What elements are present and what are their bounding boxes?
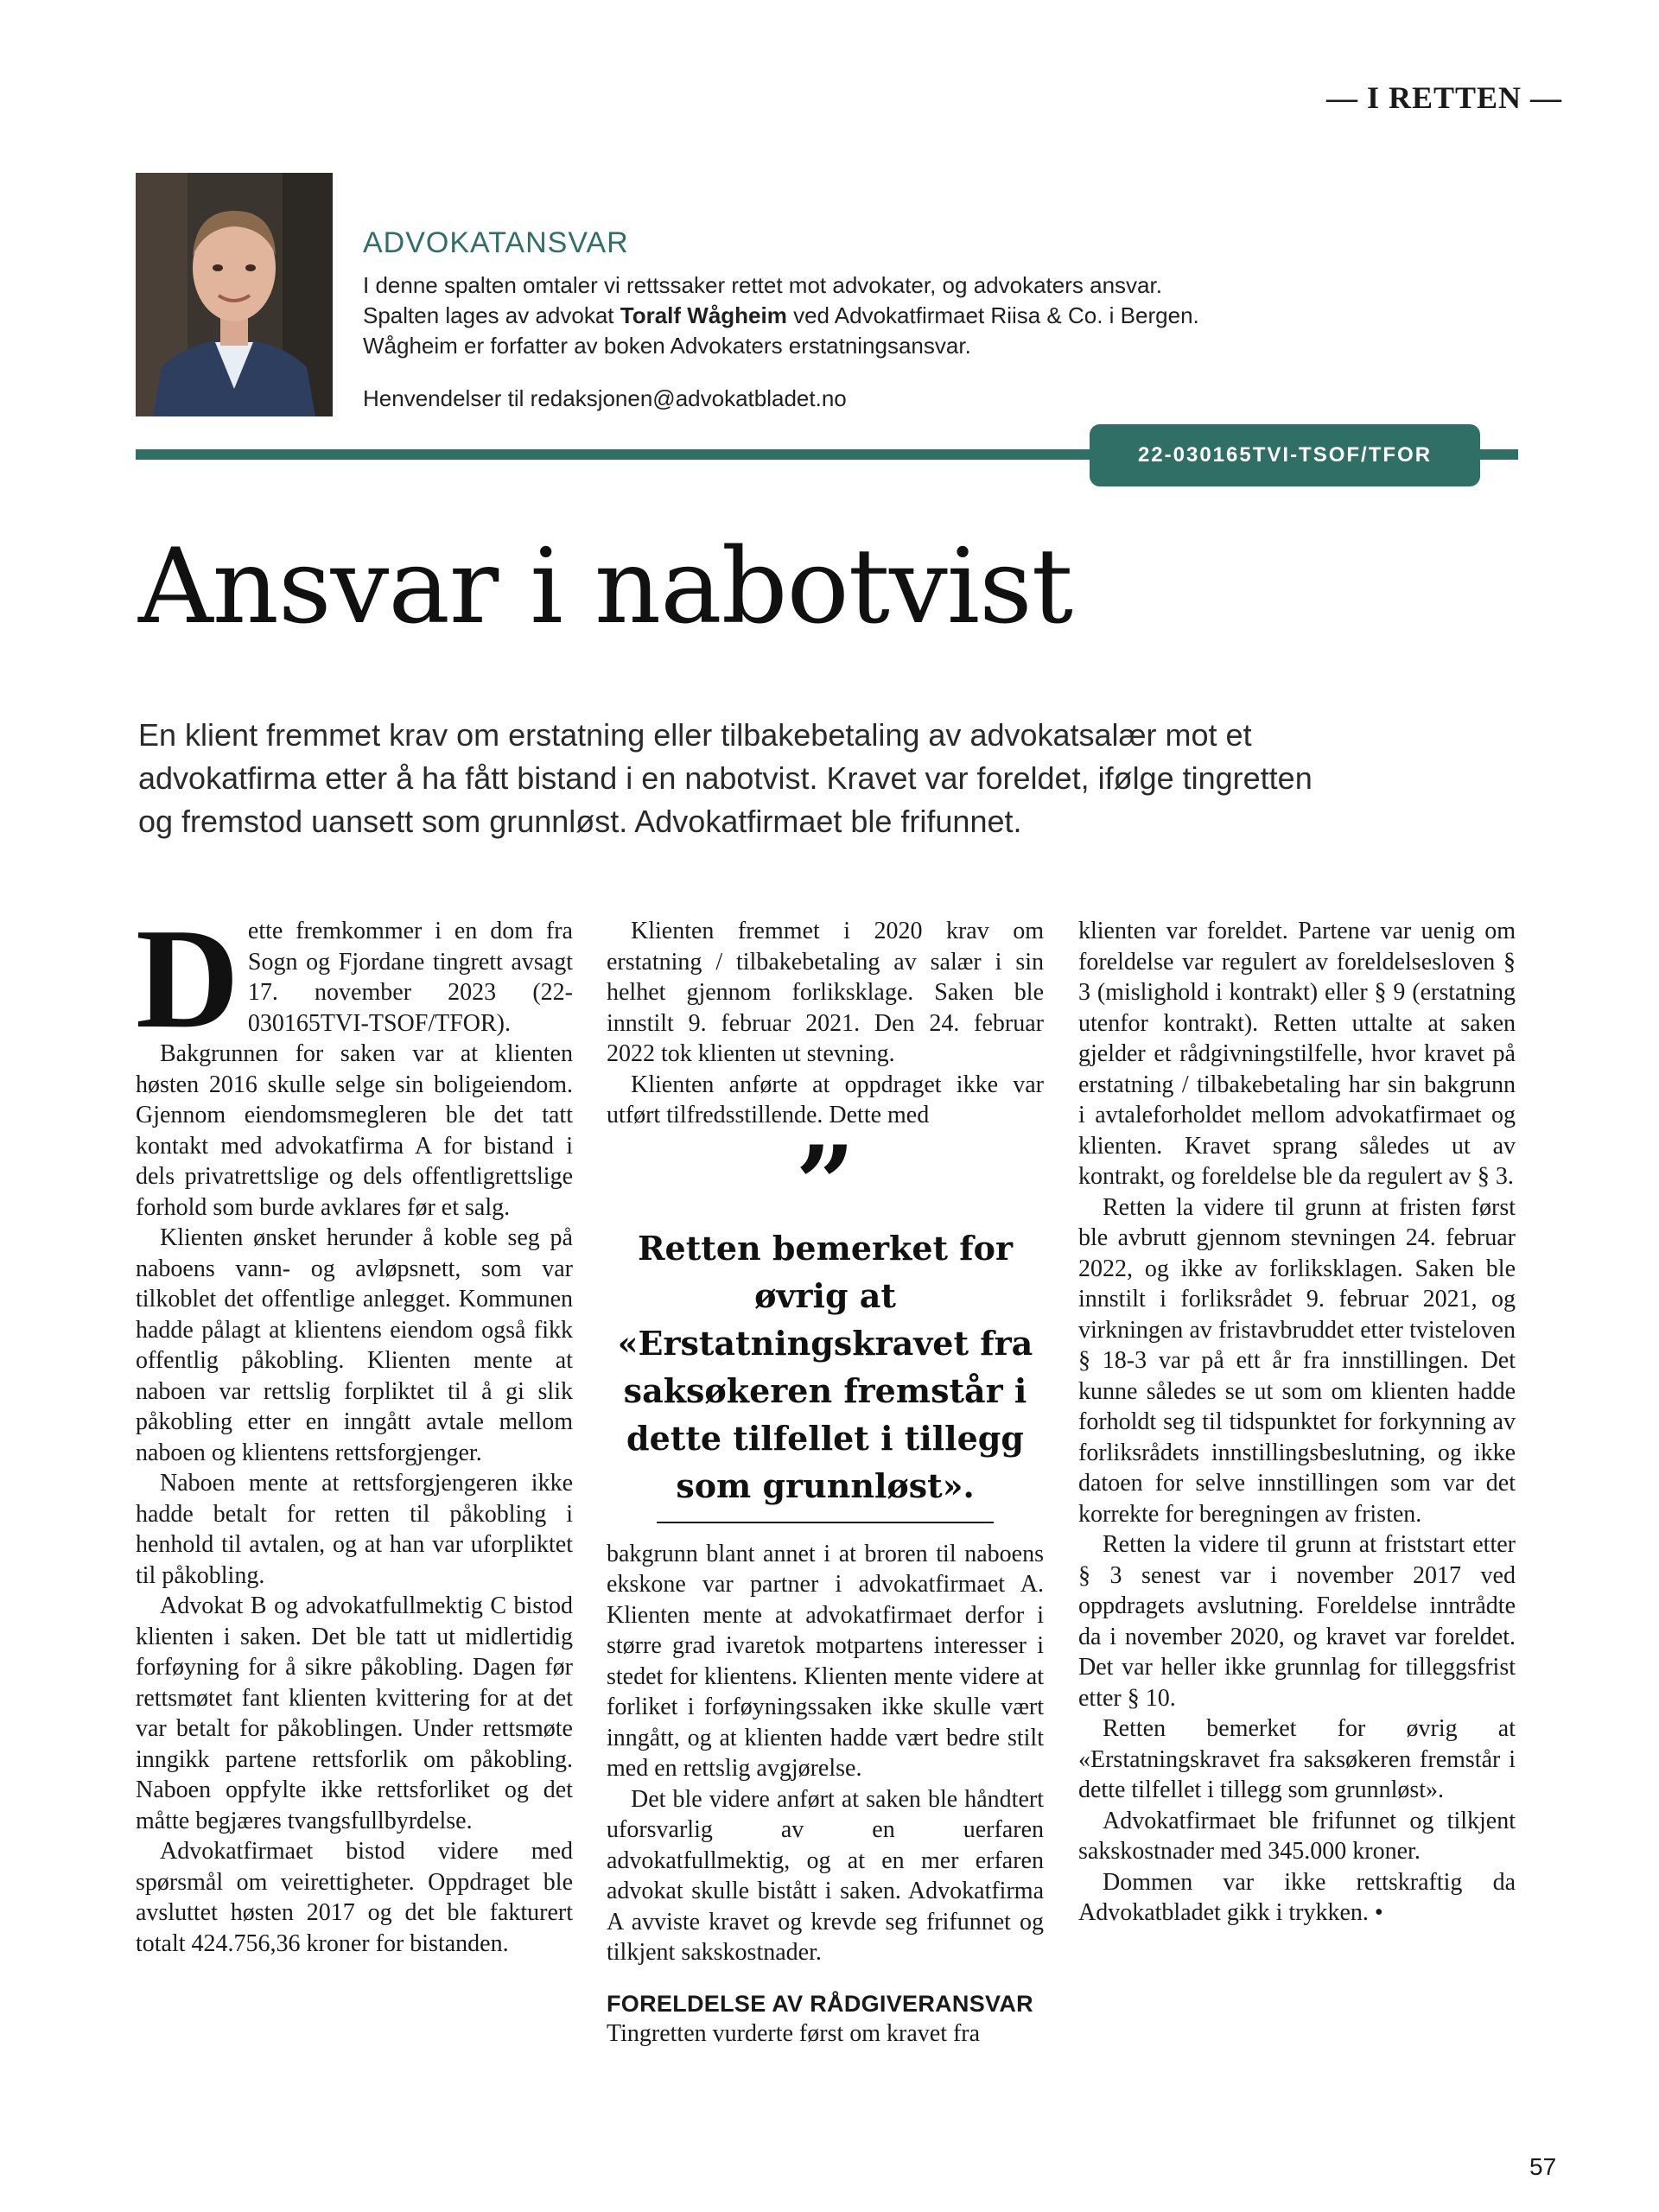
article-headline: Ansvar i nabotvist xyxy=(138,527,1072,647)
paragraph: klienten var foreldet. Partene var uenig om foreldelse var regulert av foreldelsesloven § 3 (mislighold i kontrakt) eller § 9 (erstatning utenfor kontrakt). Retten uttalte at saken gjelder et rådgivningstilfelle, hvor kravet på erstatning / tilbakebetaling har sin bakgrunn i avtaleforholdet mellom advokatfirmaet og klienten. Kravet sprang således ut av kontrakt, og foreldelse ble da regulert av § 3. xyxy=(1078,918,1516,1190)
paragraph-text: ette fremkommer i en dom fra Sogn og Fjordane tingrett avsagt 17. november 2023 (22-030165TVI-TSOF/TFOR). xyxy=(247,918,573,1037)
paragraph: Retten bemerket for øvrig at «Erstatningskravet fra saksøkeren fremstår i dette tilfellet i tillegg som grunnløst». xyxy=(1078,1715,1516,1803)
intro-line-3: Wågheim er forfatter av boken Advokaters erstatningsansvar. xyxy=(363,333,971,359)
body-column-1 xyxy=(136,899,573,1959)
intro-line-1: I denne spalten omtaler vi rettssaker rettet mot advokater, og advokaters ansvar. xyxy=(363,272,1162,298)
paragraph: Det ble videre anført at saken ble håndtert uforsvarlig av en uerfaren advokatfullmektig, og at en mer erfaren advokat skulle bistått i saken. Advokatfirma A avviste kravet og krevde seg frifunnet og tilkjent sakskostnader. xyxy=(607,1785,1044,1966)
paragraph: Dommen var ikke rettskraftig da Advokatbladet gikk i trykken. • xyxy=(1078,1868,1516,1926)
paragraph: Klienten fremmet i 2020 krav om erstatning / tilbakebetaling av salær i sin helhet gjennom forliksklage. Saken ble innstilt 9. februar 2021. Den 24. februar 2022 tok klienten ut stevning. xyxy=(607,918,1044,1067)
case-number-badge: 22-030165TVI-TSOF/TFOR xyxy=(1090,424,1480,486)
intro-pre-name: Spalten lages av advokat xyxy=(363,302,620,328)
pull-quote xyxy=(607,1122,1044,1523)
paragraph: Tingretten vurderte først om kravet fra xyxy=(607,2019,981,2047)
column-intro xyxy=(363,226,1313,412)
column-description xyxy=(363,270,1313,361)
paragraph: Klienten anførte at oppdraget ikke var utført tilfredsstillende. Dette med xyxy=(607,1071,1044,1128)
paragraph: Advokat B og advokatfullmektig C bistod klienten i saken. Det ble tatt ut midlertidig forføyning for å sikre påkobling. Dagen før rettsmøtet fant klienten kvittering for at det var betalt for påkoblingen. Under rettsmøte inngikk partene rettsforlik om påkobling. Naboen oppfylte ikke rettsforliket og det måtte begjæres tvangsfullbyrdelse. xyxy=(136,1592,573,1834)
pull-quote-rule xyxy=(657,1522,994,1523)
paragraph: Advokatfirmaet ble frifunnet og tilkjent sakskostnader med 345.000 kroner. xyxy=(1078,1807,1516,1865)
subheading: FORELDELSE AV RÅDGIVERANSVAR xyxy=(607,1990,1033,2017)
column-label: ADVOKATANSVAR xyxy=(363,226,629,259)
body-column-2 xyxy=(607,916,1044,2049)
paragraph: bakgrunn blant annet i at broren til naboens ekskone var partner i advokatfirmaet A. Klienten mente at advokatfirmaet derfor i større grad ivaretok motpartens interesser i stedet for klientens. Klienten mente videre at forliket i forføyningssaken ikke skulle vært inngått, og at klienten hadde vært bedre stilt med en rettslig avgjørelse. xyxy=(607,1540,1044,1782)
paragraph: Naboen mente at rettsforgjengeren ikke hadde betalt for retten til påkobling i henhold til avtalen, og at han var uforpliktet til påkobling. xyxy=(136,1470,573,1589)
author-name: Toralf Wågheim xyxy=(620,302,787,328)
paragraph: Advokatfirmaet bistod videre med spørsmål om veirettigheter. Oppdraget ble avsluttet høsten 2017 og det ble fakturert totalt 424.756,36 kroner for bistanden. xyxy=(136,1838,573,1957)
paragraph: Klienten ønsket herunder å koble seg på naboens vann- og avløpsnett, som var tilkoblet det offentlige anlegget. Kommunen hadde pålagt at klientens eiendom også fikk offentlig påkobling. Klienten mente at naboen var rettslig forpliktet til å gi slik påkobling etter en inngått avtale mellom naboen og klientens rettsforgjenger. xyxy=(136,1224,573,1466)
paragraph: Retten la videre til grunn at fristen først ble avbrutt gjennom stevningen 24. februar 2022, og ikke av forliksklagen. Saken ble innstilt i forliksrådet 9. februar 2021, og virkningen av fristavbruddet etter tvisteloven § 18-3 var på ett år fra innstillingen. Det kunne således se ut som om klienten hadde forholdt seg til tidspunktet for forkynning av forliksrådets innstillingsbeslutning, og ikke datoen for selve innstillingen som var det korrekte for beregningen av fristen. xyxy=(1078,1193,1516,1528)
paragraph xyxy=(136,899,573,1058)
drop-cap: D xyxy=(136,899,239,1058)
pull-quote-text: Retten bemerket for øvrig at «Erstatningskravet fra saksøkeren fremstår i dette tilfellet i tillegg som grunnløst». xyxy=(617,1228,1033,1505)
author-portrait xyxy=(136,173,333,416)
paragraph: Bakgrunnen for saken var at klienten høsten 2016 skulle selge sin boligeiendom. Gjennom eiendomsmegleren ble det tatt kontakt med advokatfirma A for bistand i dels privatrettslige og dels offentligrettslige forhold som burde avklares før et salg. xyxy=(136,1040,573,1221)
body-column-3 xyxy=(1078,916,1516,1929)
contact-line: Henvendelser til redaksjonen@advokatbladet.no xyxy=(363,385,847,411)
page-number: 57 xyxy=(1529,2153,1557,2180)
author-photo xyxy=(136,173,333,416)
intro-post-name: ved Advokatfirmaet Riisa & Co. i Bergen. xyxy=(786,302,1199,328)
section-header: — I RETTEN — xyxy=(1325,80,1562,115)
paragraph: Retten la videre til grunn at friststart etter § 3 senest var i november 2017 ved oppdragets avslutning. Foreldelse inntrådte da i november 2020, og kravet var foreldet. Det var heller ikke grunnlag for tilleggsfrist etter § 10. xyxy=(1078,1531,1516,1712)
article-lede: En klient fremmet krav om erstatning eller tilbakebetaling av advokatsalær mot et advokatfirma etter å ha fått bistand i en nabotvist. Kravet var foreldet, ifølge tingretten og fremstod uansett som grunnløst. Advokatfirmaet ble frifunnet. xyxy=(138,717,1313,839)
quote-mark-icon: ” xyxy=(795,1122,855,1245)
